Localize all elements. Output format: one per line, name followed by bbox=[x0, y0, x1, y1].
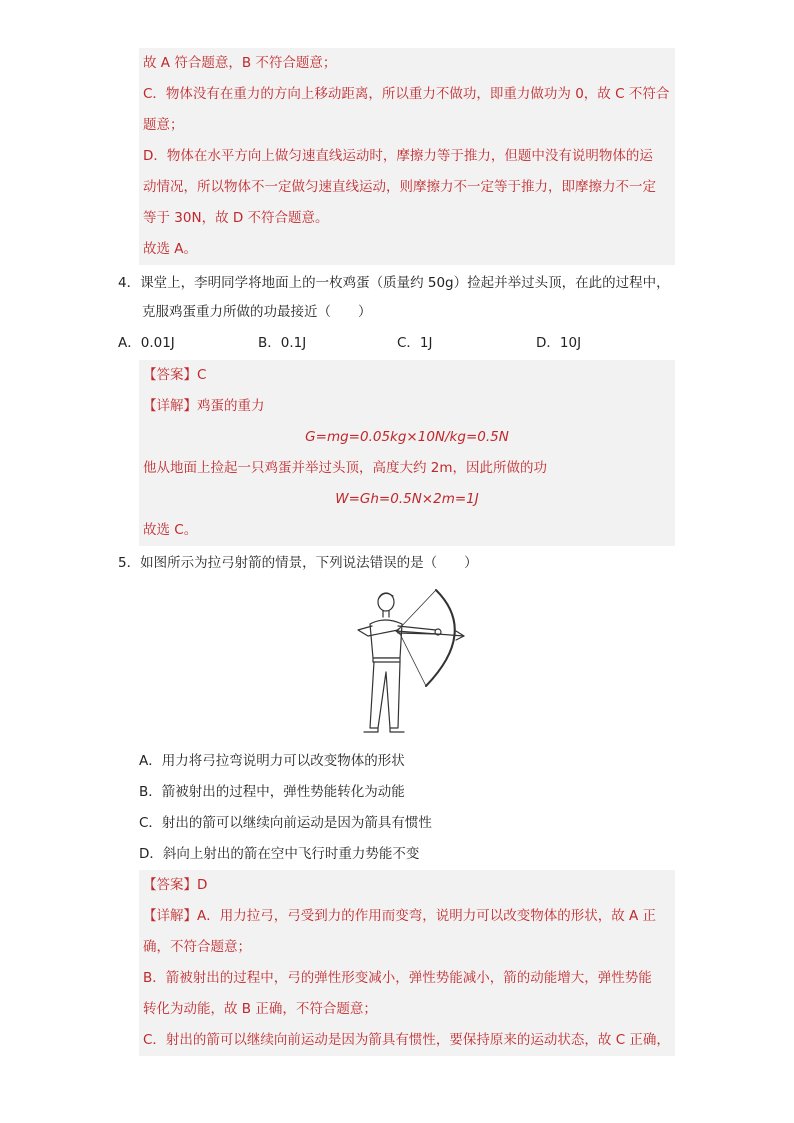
prev-answer-line-1: 故 A 符合题意，B 不符合题意； bbox=[139, 48, 675, 79]
q4-detail bbox=[139, 391, 675, 422]
q4-formula-1 bbox=[139, 422, 675, 453]
q5-choice-a: A．用力将弓拉弯说明力可以改变物体的形状 bbox=[139, 753, 405, 769]
q4-options bbox=[118, 328, 678, 359]
q5-answer-value: D bbox=[197, 877, 208, 893]
prev-answer-line-6: 等于 30N，故 D 不符合题意。 bbox=[139, 203, 675, 234]
prev-answer-line-2: C．物体没有在重力的方向上移动距离，所以重力不做功，即重力做功为 0，故 C 不符合 bbox=[139, 79, 675, 110]
q5-detail-line-1 bbox=[139, 901, 675, 932]
q5-detail-line-5: C．射出的箭可以继续向前运动是因为箭具有惯性，要保持原来的运动状态，故 C 正确， bbox=[139, 1025, 675, 1056]
q5-choice-b: B．箭被射出的过程中，弹性势能转化为动能 bbox=[139, 784, 405, 800]
q5-stem: 5．如图所示为拉弓射箭的情景，下列说法错误的是（ ） bbox=[118, 555, 478, 571]
q4-answer bbox=[139, 360, 675, 391]
q4-formula-1-text: G=mg=0.05kg×10N/kg=0.5N bbox=[305, 429, 509, 445]
q4-formula-2 bbox=[139, 484, 675, 515]
q4-detail-tag: 【详解】 bbox=[143, 398, 197, 414]
q4-option-d: D．10J bbox=[536, 335, 582, 351]
q5-choice-c: C．射出的箭可以继续向前运动是因为箭具有惯性 bbox=[139, 815, 432, 831]
q4-option-c: C．1J bbox=[397, 335, 433, 351]
q4-detail-intro: 鸡蛋的重力 bbox=[197, 398, 265, 414]
q5-detail-line-3: B．箭被射出的过程中，弓的弹性形变减小，弹性势能减小，箭的动能增大，弹性势能 bbox=[139, 963, 675, 994]
q4-formula-2-text: W=Gh=0.5N×2m=1J bbox=[335, 491, 479, 507]
q4-option-b: B．0.1J bbox=[258, 335, 307, 351]
q4-answer-value: C bbox=[197, 367, 207, 383]
prev-answer-conclusion: 故选 A。 bbox=[139, 234, 675, 265]
prev-answer-line-5: 动情况，所以物体不一定做匀速直线运动，则摩擦力不一定等于推力，即摩擦力不一定 bbox=[139, 172, 675, 203]
q5-detail-tag: 【详解】 bbox=[143, 908, 197, 924]
prev-answer-line-4: D．物体在水平方向上做匀速直线运动时，摩擦力等于推力，但题中没有说明物体的运 bbox=[139, 141, 675, 172]
q5-detail-line-2: 确，不符合题意； bbox=[139, 932, 675, 963]
q5-choice-d: D．斜向上射出的箭在空中飞行时重力势能不变 bbox=[139, 846, 420, 862]
q5-answer bbox=[139, 870, 675, 901]
q4-stem-line-1: 4．课堂上，李明同学将地面上的一枚鸡蛋（质量约 50g）捡起并举过头顶，在此的过程中， bbox=[118, 275, 670, 291]
q5-answer-tag: 【答案】 bbox=[143, 877, 197, 893]
q4-detail-mid: 他从地面上捡起一只鸡蛋并举过头顶，高度大约 2m，因此所做的功 bbox=[139, 453, 675, 484]
q4-answer-tag: 【答案】 bbox=[143, 367, 197, 383]
q5-detail-text-1: A．用力拉弓，弓受到力的作用而变弯，说明力可以改变物体的形状，故 A 正 bbox=[197, 908, 657, 924]
q4-conclusion: 故选 C。 bbox=[139, 515, 675, 546]
q4-stem-line-2: 克服鸡蛋重力所做的功最接近（ ） bbox=[142, 304, 372, 320]
q5-detail-line-4: 转化为动能，故 B 正确，不符合题意； bbox=[139, 994, 675, 1025]
q4-option-a: A．0.01J bbox=[118, 335, 175, 351]
prev-answer-line-3: 题意； bbox=[139, 110, 675, 141]
archer-figure bbox=[340, 586, 470, 738]
